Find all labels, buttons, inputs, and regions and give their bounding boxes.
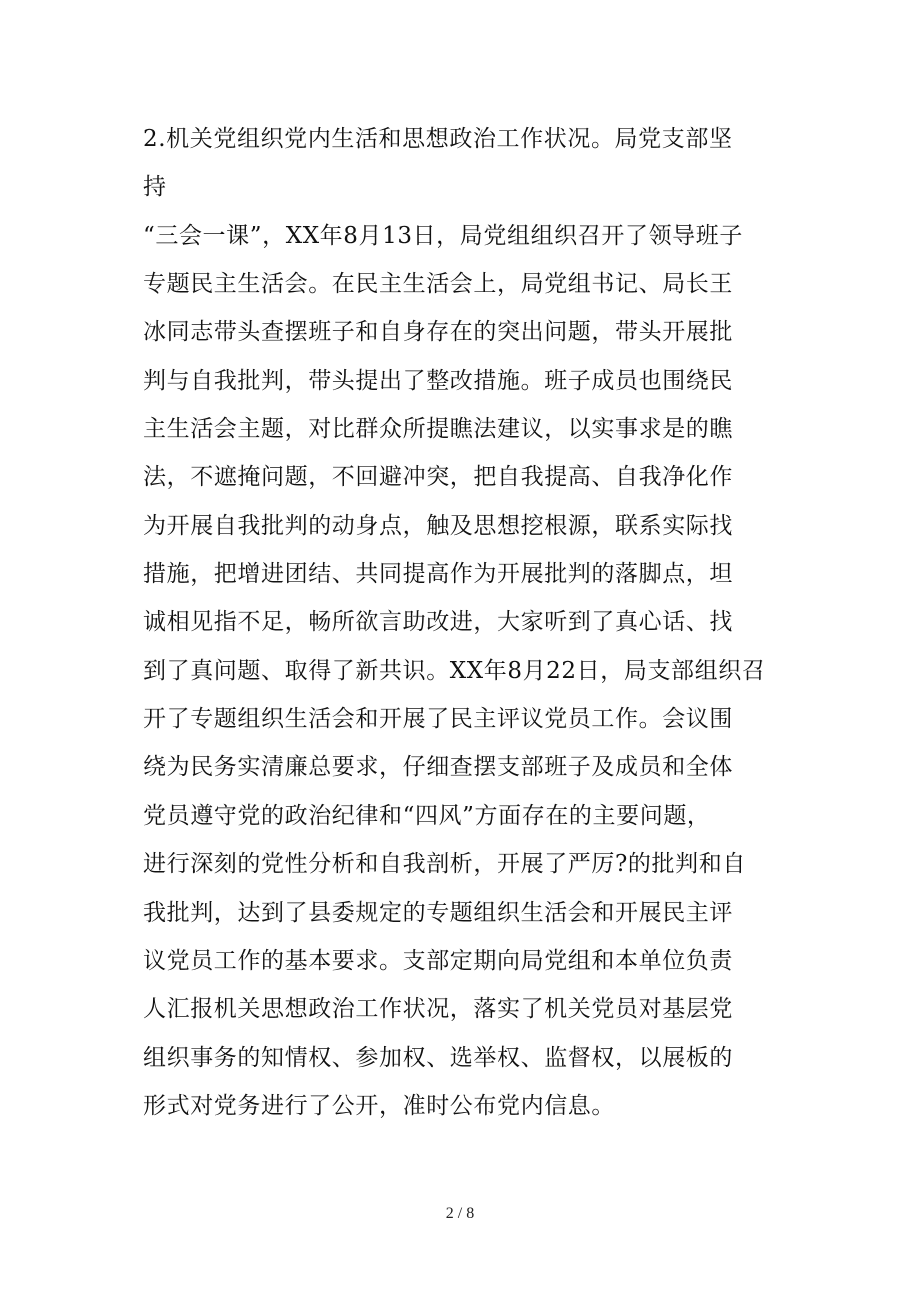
text-line: 为开展自我批判的动身点，触及思想挖根源，联系实际找 (143, 512, 733, 539)
text-line: 诚相见指不足，畅所欲言助改进，大家听到了真心话、找 (143, 609, 733, 636)
text-line: 组织事务的知情权、参加权、选举权、监督权，以展板的 (143, 1044, 733, 1071)
text-line: 持 (143, 174, 167, 201)
text-line: 形式对党务进行了公开，准时公布党内信息。 (143, 1092, 615, 1119)
body-paragraph (143, 115, 783, 1130)
text-line: 主生活会主题，对比群众所提瞧法建议，以实事求是的瞧 (143, 416, 733, 443)
text-line: 绕为民务实清廉总要求，仔细查摆支部班子及成员和全体 (143, 754, 733, 781)
text-line: 我批判，达到了县委规定的专题组织生活会和开展民主评 (143, 899, 733, 926)
text-line: 专题民主生活会。在民主生活会上，局党组书记、局长王 (143, 271, 733, 298)
text-line: 措施，把增进团结、共同提高作为开展批判的落脚点，坦 (143, 561, 733, 588)
page-number: 2 / 8 (445, 1205, 475, 1222)
text-line: 人汇报机关思想政治工作状况，落实了机关党员对基层党 (143, 996, 733, 1023)
text-line: 判与自我批判，带头提出了整改措施。班子成员也围绕民 (143, 367, 733, 394)
text-line: 冰同志带头查摆班子和自身存在的突出问题，带头开展批 (143, 319, 733, 346)
text-line: 2.机关党组织党内生活和思想政治工作状况。局党支部坚 (143, 126, 733, 152)
text-line: 进行深刻的党性分析和自我剖析，开展了严厉?的批判和自 (143, 851, 746, 878)
text-line: 法，不遮掩问题，不回避冲突，把自我提高、自我净化作 (143, 464, 733, 491)
text-line: 开了专题组织生活会和开展了民主评议党员工作。会议围 (143, 706, 733, 733)
text-line: 议党员工作的基本要求。支部定期向局党组和本单位负责 (143, 947, 733, 974)
text-line: 党员遵守党的政治纪律和“四风”方面存在的主要问题， (143, 802, 711, 829)
text-line: 到了真问题、取得了新共识。XX年8月22日，局支部组织召 (143, 657, 766, 684)
text-line: “三会一课”，XX年8月13日，局党组组织召开了领导班子 (143, 222, 743, 249)
